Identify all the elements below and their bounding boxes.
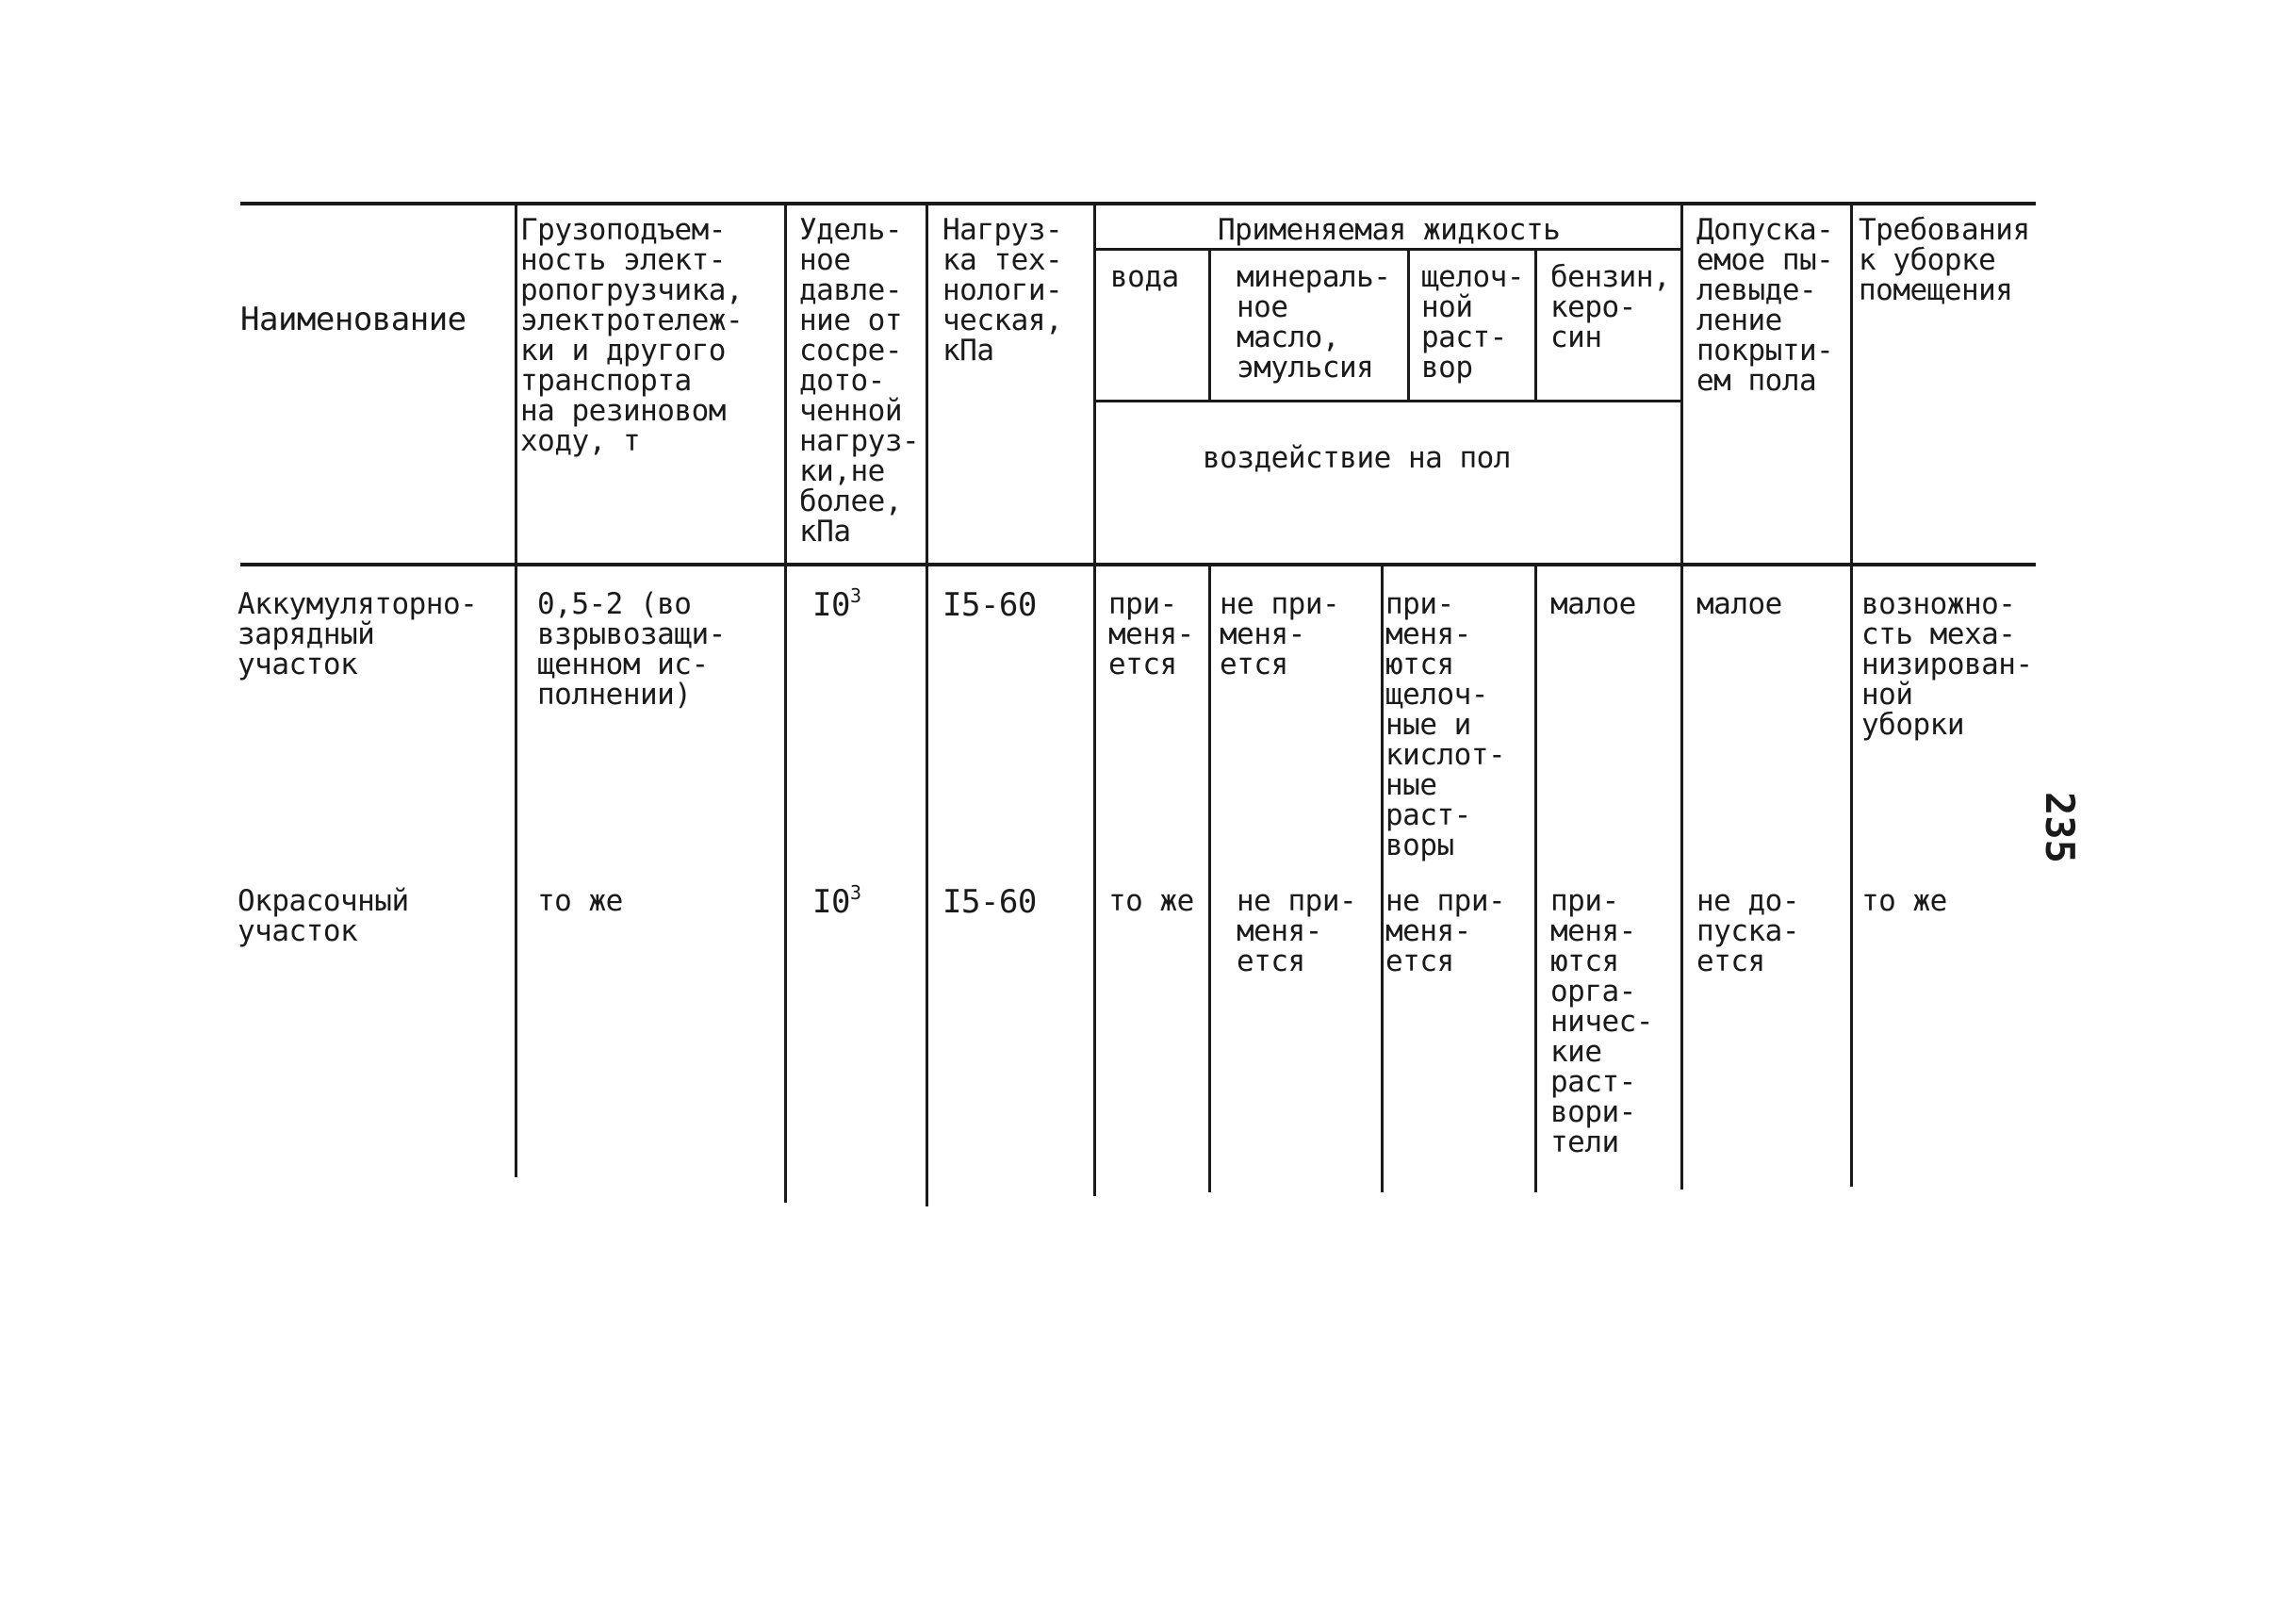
col-rule-7 (1534, 248, 1537, 402)
col-rule-7b (1534, 563, 1537, 1192)
row1-nagr: I5-60 (942, 586, 1037, 624)
col-rule-8 (1680, 202, 1683, 1189)
row2-mineral: не при- меня- ется (1237, 884, 1357, 978)
col-rule-6b (1381, 563, 1384, 1192)
header-mineralnoe: минераль- ное масло, эмульсия (1237, 260, 1391, 385)
col-rule-2 (784, 202, 787, 1203)
row1-gruz: 0,5-2 (во взрывозащи- щенном ис- полнении) (537, 587, 726, 712)
row1-mineral: не при- меня- ется (1220, 587, 1340, 681)
header-bottom-rule (240, 563, 2036, 566)
liquid-sub-rule (1096, 400, 1680, 402)
row1-udel (812, 584, 861, 624)
row2-name: Окрасочный участок (238, 884, 409, 948)
row2-udel-exp: 3 (849, 881, 861, 904)
row2-udel (812, 881, 861, 921)
row1-benzin: малое (1550, 587, 1636, 621)
row2-nagr: I5-60 (942, 883, 1037, 921)
header-shchelochnoy: щелоч- ной раст- вор (1421, 260, 1524, 385)
row2-udel-base: I0 (812, 883, 850, 921)
col-rule-9 (1850, 202, 1853, 1187)
row2-trebov: то же (1861, 884, 1947, 918)
header-benzin: бензин, керо- син (1550, 260, 1671, 354)
col-rule-3 (926, 202, 928, 1206)
col-rule-5 (1208, 248, 1211, 402)
header-trebovaniya: Требования к уборке помещения (1859, 213, 2030, 307)
row1-dopusk: малое (1696, 587, 1782, 621)
row2-gruz: то же (537, 884, 623, 918)
header-vozdeistvie: воздействие на пол (1203, 441, 1511, 475)
header-primenyaemaya: Применяемая жидкость (1218, 213, 1561, 247)
liquid-header-rule (1096, 248, 1680, 251)
row1-voda: при- меня- ется (1108, 587, 1194, 681)
row1-shchel: при- меня- ются щелоч- ные и кислот- ные раст- воры (1385, 587, 1506, 862)
row1-trebov: возножно- сть меха- низирован- ной уборки (1861, 587, 2033, 742)
col-rule-5b (1208, 563, 1211, 1192)
row2-voda: то же (1108, 884, 1194, 918)
row2-shchel: не при- меня- ется (1385, 884, 1506, 978)
table-top-rule (240, 202, 2036, 205)
col-rule-6 (1407, 248, 1410, 402)
row1-udel-exp: 3 (849, 584, 861, 607)
header-dopuskaemoe: Допуска- емое пы- левыде- ление покрыти- ем пола (1696, 213, 1834, 398)
header-gruzopodemnost: Грузоподъем- ность элект- ропогрузчика, электротележ- ки и другого транспорта на резиновом ходу, т (520, 213, 744, 458)
page-number: 235 (2037, 792, 2083, 863)
header-udelnoe: Удель- ное давле- ние от сосре- дото- ченной нагруз- ки,не более, кПа (799, 213, 920, 549)
row2-benzin: при- меня- ются орга- ничес- кие раст- вори- тели (1550, 884, 1653, 1159)
row1-udel-base: I0 (812, 586, 850, 624)
header-voda: вода (1110, 260, 1179, 294)
col-rule-1 (515, 202, 517, 1177)
header-naimenovanie: Наименование (240, 301, 467, 338)
header-nagruzka: Нагруз- ка тех- нологи- ческая, кПа (942, 213, 1063, 368)
col-rule-4 (1093, 202, 1096, 1196)
row1-name: Аккумуляторно- зарядный участок (238, 587, 478, 681)
row2-dopusk: не до- пуска- ется (1696, 884, 1799, 978)
